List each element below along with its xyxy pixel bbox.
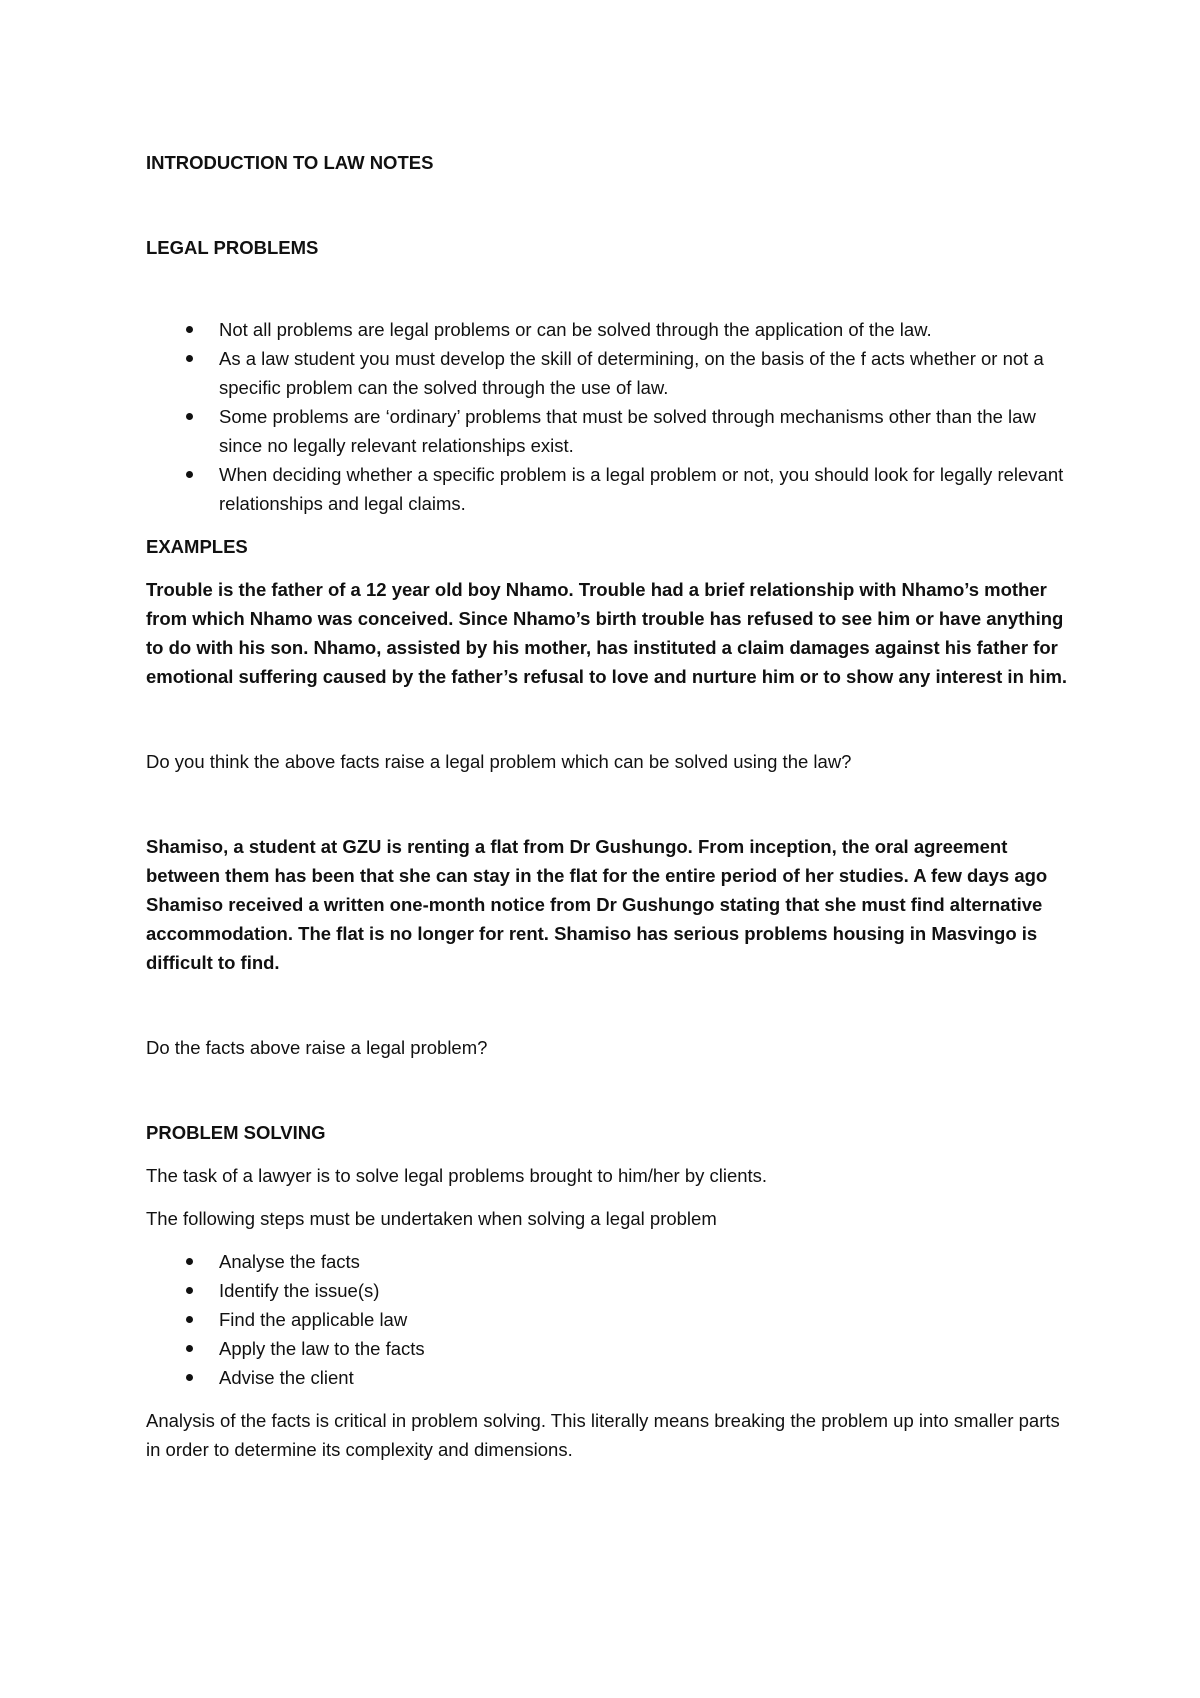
analysis-paragraph: Analysis of the facts is critical in problem solving. This literally means breaking the problem up into smaller parts in order to determine its complexity and dimensions. (146, 1410, 1060, 1460)
list-item: Analyse the facts (146, 1247, 1076, 1276)
example-shamiso: Shamiso, a student at GZU is renting a flat from Dr Gushungo. From inception, the oral agreement between them has been that she can stay in the flat for the entire period of her studies. A few days ago Shamiso received a written one-month notice from Dr Gushungo stating that she must find alternative accommodation. The flat is no longer for rent. Shamiso has serious problems housing in Masvingo is difficult to find. (146, 836, 1048, 973)
problem-solving-heading: PROBLEM SOLVING (146, 1122, 326, 1143)
bullet-icon (186, 355, 193, 362)
legal-problems-heading: LEGAL PROBLEMS (146, 237, 319, 258)
list-item: As a law student you must develop the skill of determining, on the basis of the f acts whether or not a specific problem can the solved through the use of law. (146, 344, 1076, 402)
list-item: Find the applicable law (146, 1305, 1076, 1334)
legal-problems-list (146, 315, 1076, 518)
bullet-icon (186, 1258, 193, 1265)
bullet-icon (186, 1345, 193, 1352)
document-body (146, 148, 1076, 1464)
list-item: When deciding whether a specific problem is a legal problem or not, you should look for legally relevant relationships and legal claims. (146, 460, 1076, 518)
list-item: Apply the law to the facts (146, 1334, 1076, 1363)
example-question-1: Do you think the above facts raise a legal problem which can be solved using the law? (146, 751, 852, 772)
list-item: Advise the client (146, 1363, 1076, 1392)
bullet-icon (186, 471, 193, 478)
problem-solving-intro: The task of a lawyer is to solve legal problems brought to him/her by clients. (146, 1165, 768, 1186)
problem-solving-steps-intro: The following steps must be undertaken when solving a legal problem (146, 1208, 717, 1229)
examples-heading: EXAMPLES (146, 536, 248, 557)
list-item: Not all problems are legal problems or can be solved through the application of the law. (146, 315, 1076, 344)
list-item: Some problems are ‘ordinary’ problems that must be solved through mechanisms other than the law since no legally relevant relationships exist. (146, 402, 1076, 460)
bullet-icon (186, 413, 193, 420)
bullet-icon (186, 326, 193, 333)
document-title: INTRODUCTION TO LAW NOTES (146, 152, 434, 173)
example-question-2: Do the facts above raise a legal problem? (146, 1037, 488, 1058)
example-trouble-nhamo: Trouble is the father of a 12 year old boy Nhamo. Trouble had a brief relationship with Nhamo’s mother from which Nhamo was conceived. Since Nhamo’s birth trouble has refused to see him or have anything to do with his son. Nhamo, assisted by his mother, has instituted a claim damages against his father for emotional suffering caused by the father’s refusal to love and nurture him or to show any interest in him. (146, 579, 1068, 687)
bullet-icon (186, 1287, 193, 1294)
list-item: Identify the issue(s) (146, 1276, 1076, 1305)
bullet-icon (186, 1374, 193, 1381)
bullet-icon (186, 1316, 193, 1323)
problem-solving-steps-list (146, 1247, 1076, 1392)
